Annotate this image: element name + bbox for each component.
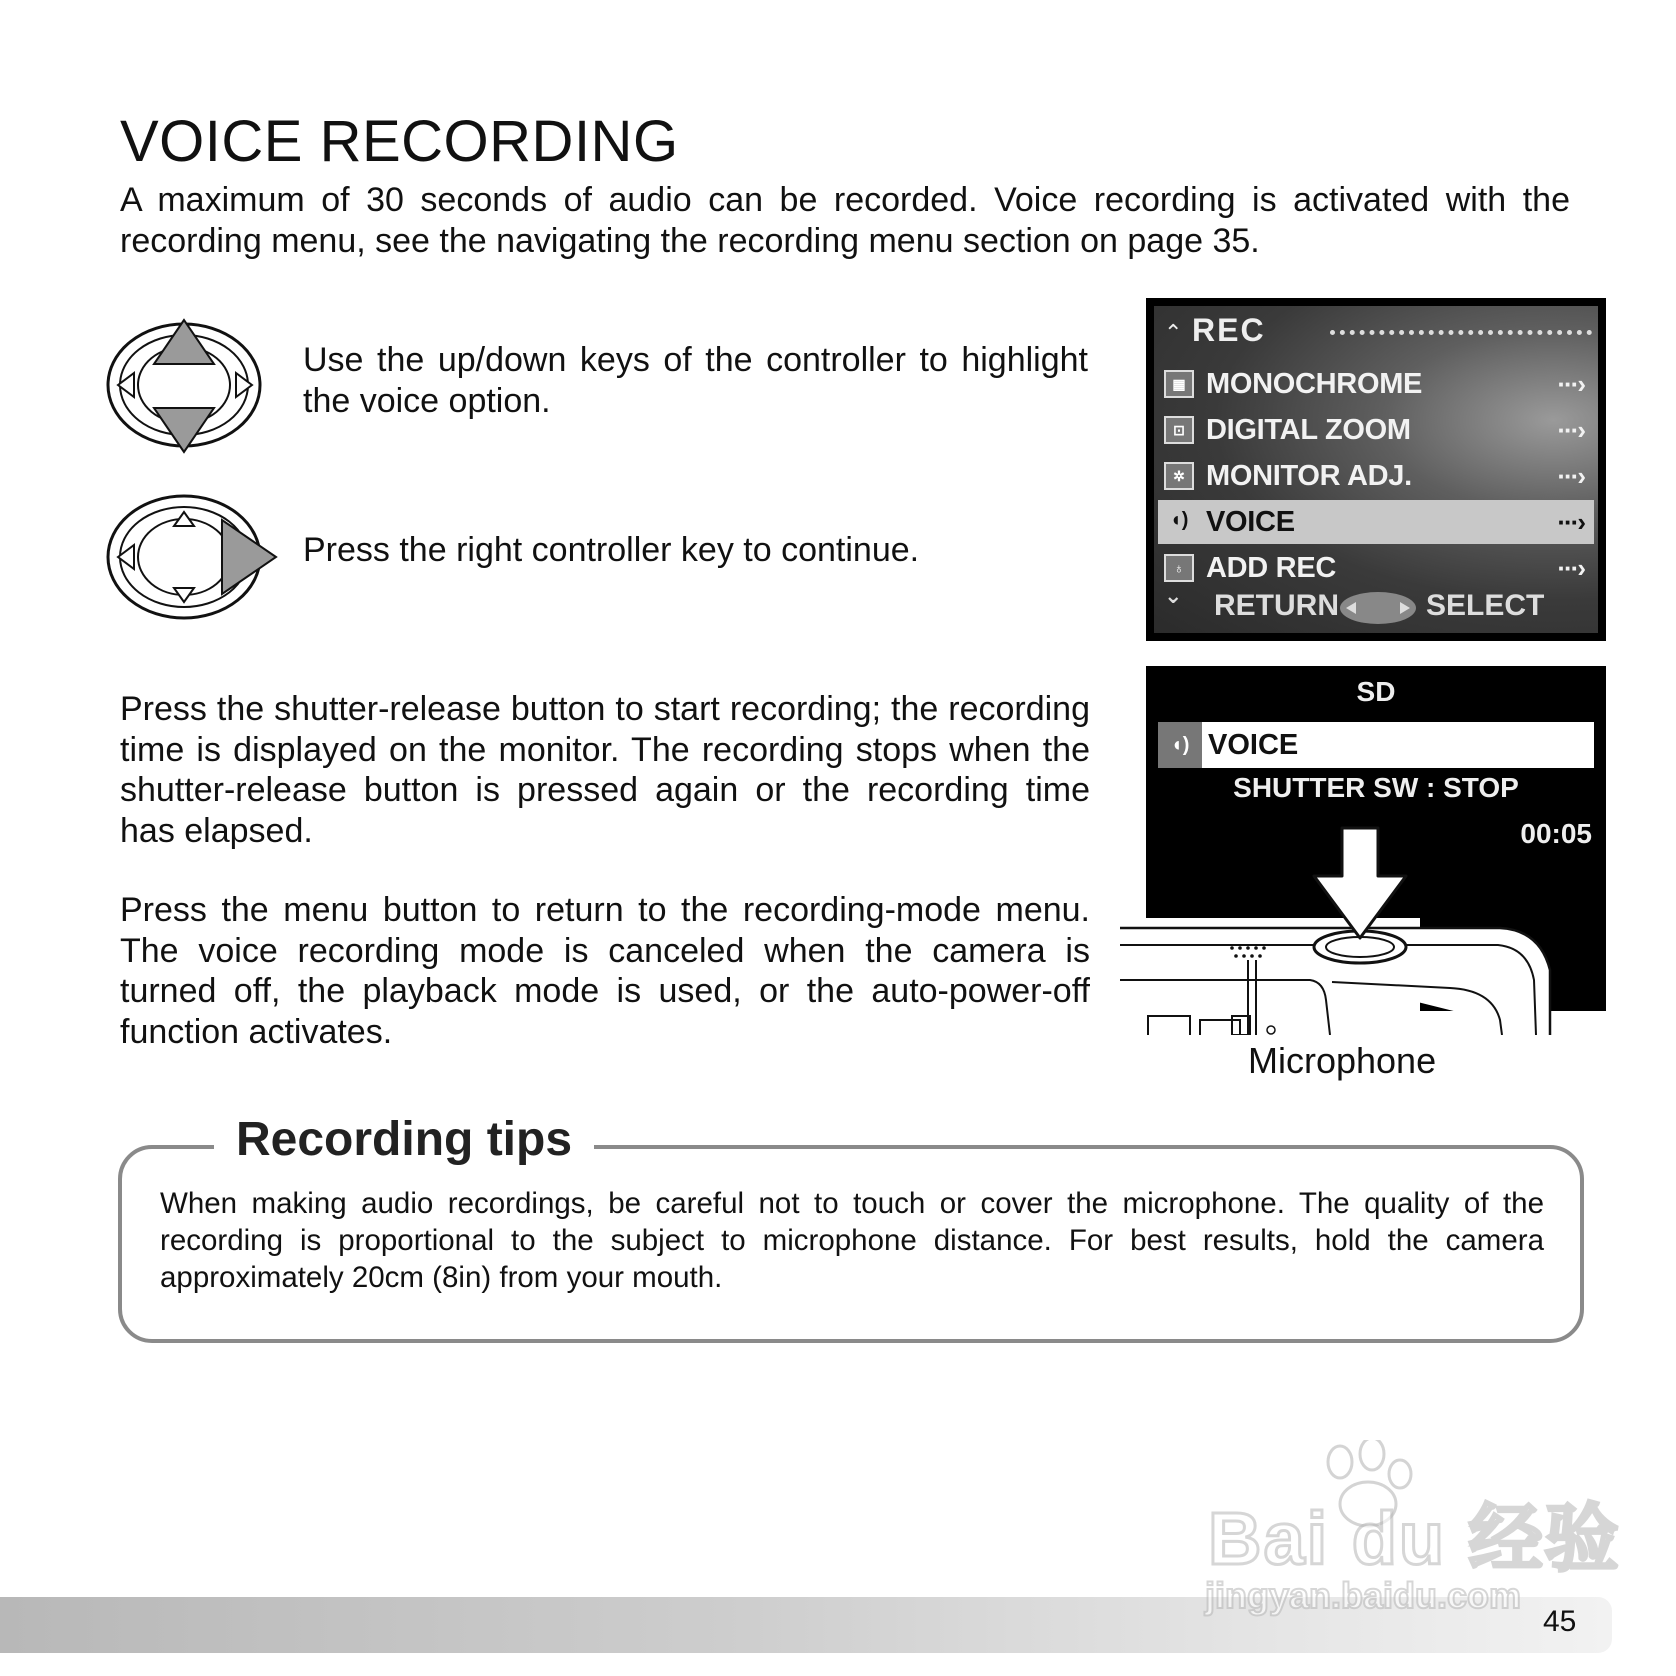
memory-card-indicator: SD (1356, 676, 1396, 707)
menu-item-label: VOICE (1206, 506, 1295, 538)
intro-paragraph: A maximum of 30 seconds of audio can be recorded. Voice recording is activated with the recording menu, see the navigating the recording menu section on page 35. (120, 181, 1570, 260)
watermark-url: jingyan.baidu.com (1205, 1575, 1522, 1616)
menu-item-add-rec[interactable] (1158, 546, 1594, 590)
shutter-stop-instruction: SHUTTER SW : STOP (1233, 772, 1519, 803)
page-title: VOICE RECORDING (120, 109, 679, 174)
menu-item-label: MONOCHROME (1206, 368, 1423, 400)
menu-item-monitor-adj[interactable] (1158, 454, 1594, 498)
recording-tips-title: Recording tips (214, 1112, 594, 1167)
menu-item-label: DIGITAL ZOOM (1206, 414, 1411, 446)
monochrome-icon: ▦ (1164, 370, 1194, 398)
step-1-text: Use the up/down keys of the controller to highlight the voice option. (303, 341, 1088, 420)
recording-tips-text: When making audio recordings, be careful not to touch or cover the microphone. The quality of the recording is proportional to the subject to microphone distance. For best results, hold the camera approximately 20cm (8in) from your mouth. (160, 1187, 1544, 1294)
step-2-text: Press the right controller key to continue. (303, 531, 920, 569)
monitor-adjust-icon: ✲ (1164, 462, 1194, 490)
arrow-icon: ···› (1557, 507, 1584, 537)
voice-icon: ◖) (1169, 509, 1189, 531)
arrow-icon: ···› (1557, 461, 1584, 491)
menu-item-label: MONITOR ADJ. (1206, 460, 1412, 492)
scroll-up-icon: ⌃ (1164, 320, 1183, 345)
return-label: RETURN (1214, 589, 1339, 622)
scroll-down-icon: ⌄ (1164, 583, 1183, 608)
arrow-icon: ···› (1557, 553, 1584, 583)
camera-top-illustration (1120, 820, 1610, 1035)
menu-item-label: ADD REC (1206, 552, 1337, 584)
menu-button-paragraph: Press the menu button to return to the recording-mode menu. The voice recording mode is canceled when the camera is turned off, the playback mode is used, or the auto-power-off function activates. (120, 891, 1090, 1051)
select-label: SELECT (1426, 589, 1545, 622)
microphone-label: Microphone (1248, 1040, 1437, 1081)
voice-mode-row (1158, 722, 1594, 768)
add-rec-icon: ♁ (1164, 554, 1194, 582)
menu-item-digital-zoom[interactable] (1158, 408, 1594, 452)
menu-item-monochrome[interactable] (1158, 362, 1594, 406)
rec-menu-screen (1146, 298, 1606, 641)
shutter-paragraph: Press the shutter-release button to start recording; the recording time is displayed on the monitor. The recording stops when the shutter-release button is pressed again or the recording time has elapsed. (120, 690, 1090, 850)
controller-up-down-icon (104, 318, 272, 456)
header-divider (1330, 330, 1592, 335)
watermark-logo-text: Bai du 经验 (1208, 1497, 1621, 1580)
controller-right-icon (104, 490, 282, 628)
recording-timer: 00:05 (1520, 818, 1592, 849)
arrow-icon: ···› (1557, 415, 1584, 445)
digital-zoom-icon: ⊡ (1164, 416, 1194, 444)
voice-icon: ◖) (1158, 722, 1202, 768)
voice-mode-label: VOICE (1208, 729, 1299, 761)
menu-footer (1154, 583, 1598, 627)
arrow-icon: ···› (1557, 369, 1584, 399)
menu-item-voice[interactable] (1158, 500, 1594, 544)
page-number: 45 (1543, 1605, 1577, 1638)
menu-header: REC (1192, 312, 1266, 348)
left-right-controller-icon (1338, 591, 1418, 625)
